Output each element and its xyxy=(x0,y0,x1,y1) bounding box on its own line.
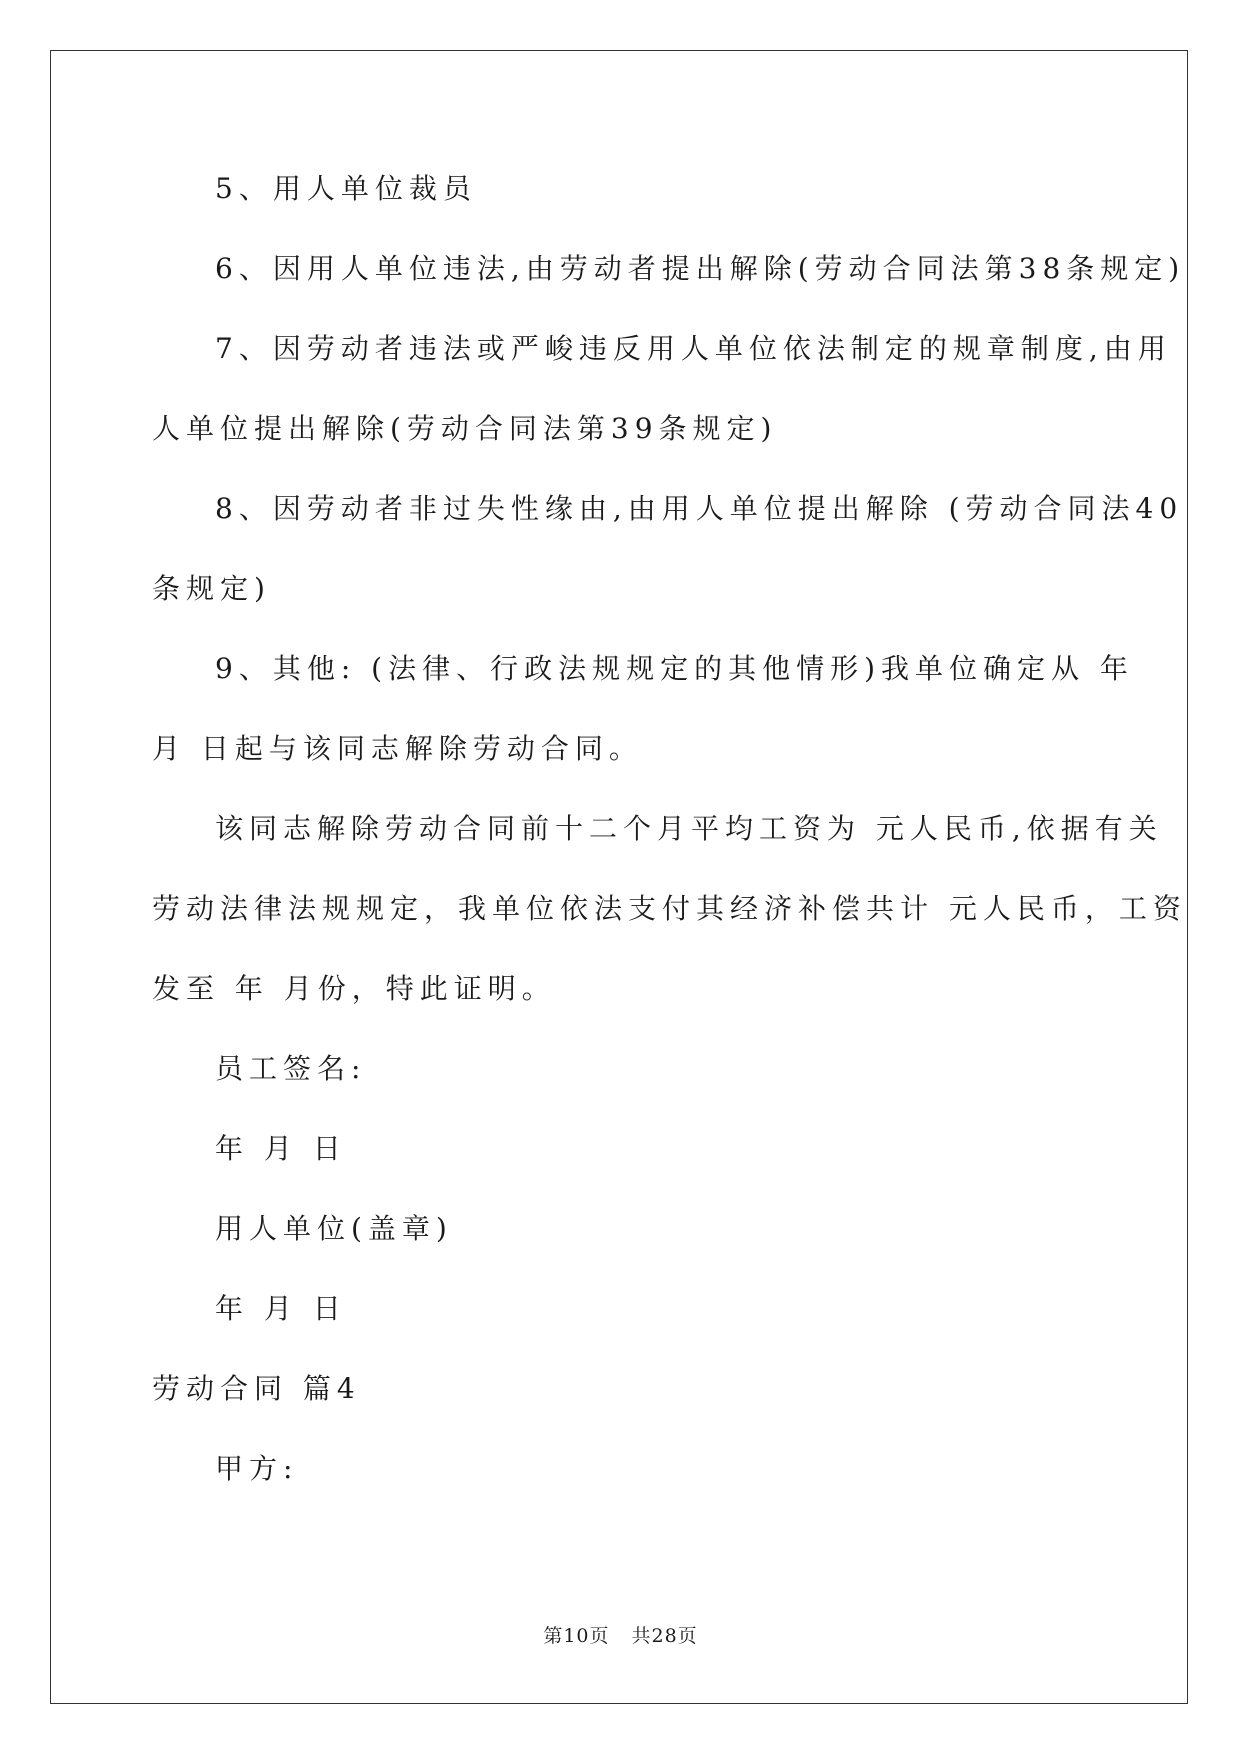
section-heading: 劳动合同 篇4 xyxy=(152,1372,361,1405)
employee-date-line: 年 月 日 xyxy=(215,1132,347,1165)
page-number: 第10页 xyxy=(543,1625,610,1647)
clause-9-line-2: 月 日起与该同志解除劳动合同。 xyxy=(152,732,643,765)
clause-7-line-2: 人单位提出解除(劳动合同法第39条规定) xyxy=(152,412,778,445)
party-a-label: 甲方: xyxy=(215,1452,299,1485)
clause-8-line-2: 条规定) xyxy=(152,572,271,605)
clause-7-line-1: 7、因劳动者违法或严峻违反用人单位依法制定的规章制度,由用 xyxy=(215,332,1172,365)
clause-9-line-1: 9、其他: (法律、行政法规规定的其他情形)我单位确定从 年 xyxy=(215,652,1134,685)
clause-5: 5、用人单位裁员 xyxy=(215,172,477,205)
employer-date-line: 年 月 日 xyxy=(215,1292,347,1325)
clause-8-line-1: 8、因劳动者非过失性缘由,由用人单位提出解除 (劳动合同法40 xyxy=(215,492,1184,525)
employee-signature-label: 员工签名: xyxy=(215,1052,367,1085)
compensation-line-1: 该同志解除劳动合同前十二个月平均工资为 元人民币,依据有关 xyxy=(215,812,1163,845)
page-total: 共28页 xyxy=(631,1625,698,1647)
employer-seal-label: 用人单位(盖章) xyxy=(215,1212,453,1245)
clause-6: 6、因用人单位违法,由劳动者提出解除(劳动合同法第38条规定) xyxy=(215,252,1186,285)
page-footer xyxy=(0,1624,1241,1648)
compensation-line-2: 劳动法律法规规定，我单位依法支付其经济补偿共计 元人民币，工资 xyxy=(152,892,1187,925)
compensation-line-3: 发至 年 月份，特此证明。 xyxy=(152,972,556,1005)
